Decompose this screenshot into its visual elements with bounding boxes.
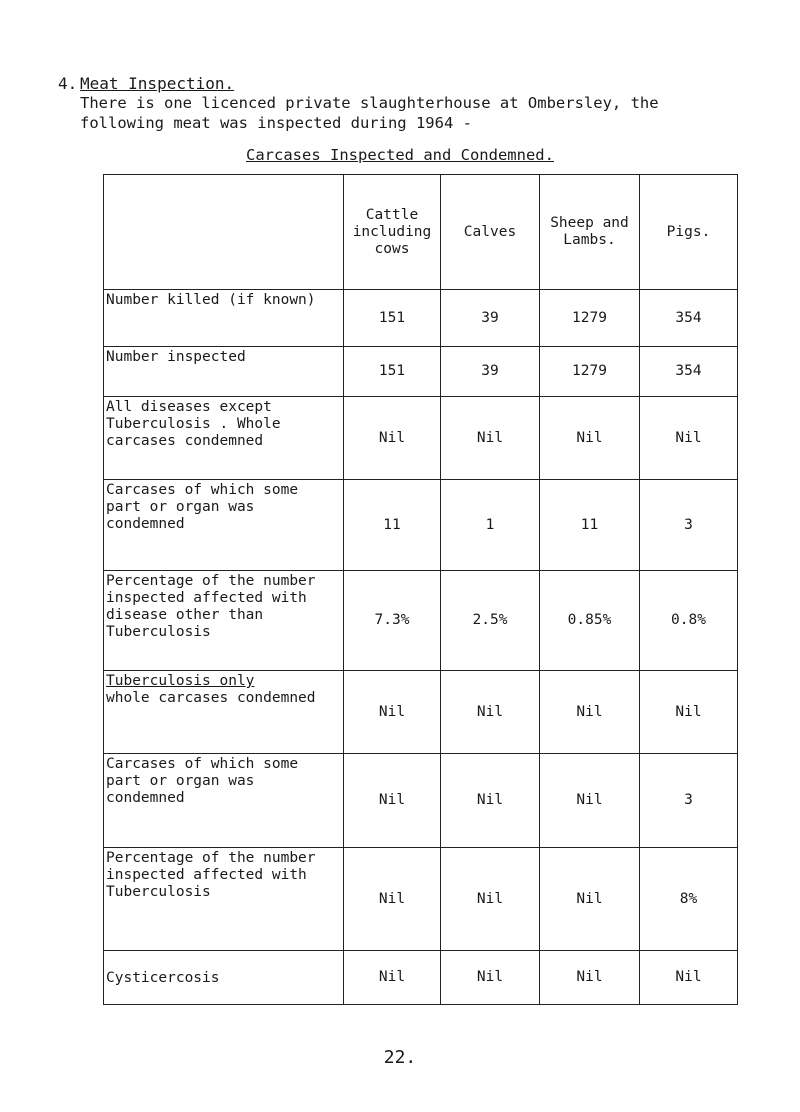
cell-sheep: Nil xyxy=(540,397,640,480)
table-title: Carcases Inspected and Condemned. xyxy=(246,146,554,164)
cell-sheep: 1279 xyxy=(540,347,640,397)
row-label: whole carcases condemned xyxy=(106,690,316,706)
table-row xyxy=(104,347,738,397)
row-label: Percentage of the number inspected affected with disease other than Tuberculosis xyxy=(104,571,344,671)
row-label: Number inspected xyxy=(104,347,344,397)
cell-calves: Nil xyxy=(441,671,540,754)
table-row xyxy=(104,754,738,848)
cell-pigs: 3 xyxy=(640,480,738,571)
table-row xyxy=(104,951,738,1005)
cell-calves: Nil xyxy=(441,397,540,480)
cell-cattle: 151 xyxy=(344,290,441,347)
table-row xyxy=(104,671,738,754)
header-sheep: Sheep and Lambs. xyxy=(540,175,640,290)
intro-paragraph: There is one licenced private slaughterhouse at Ombersley, the following meat was inspected during 1964 - xyxy=(80,94,659,132)
cell-calves: 1 xyxy=(441,480,540,571)
section-number: 4. xyxy=(58,74,78,93)
cell-cattle: Nil xyxy=(344,671,441,754)
cell-calves: 2.5% xyxy=(441,571,540,671)
cell-calves: Nil xyxy=(441,754,540,848)
table-row xyxy=(104,290,738,347)
cell-sheep: Nil xyxy=(540,671,640,754)
inspection-table xyxy=(103,174,738,1005)
header-cattle: Cattle including cows xyxy=(344,175,441,290)
row-label: Percentage of the number inspected affected with Tuberculosis xyxy=(104,848,344,951)
cell-cattle: 151 xyxy=(344,347,441,397)
cell-calves: 39 xyxy=(441,290,540,347)
section-title: Meat Inspection. xyxy=(80,74,235,93)
page-number: 22. xyxy=(383,1047,417,1068)
row-label-heading: Tuberculosis only xyxy=(106,673,255,689)
table-title-wrap xyxy=(0,146,800,164)
cell-cattle: Nil xyxy=(344,754,441,848)
cell-calves: 39 xyxy=(441,347,540,397)
cell-cattle: Nil xyxy=(344,397,441,480)
cell-sheep: Nil xyxy=(540,951,640,1005)
row-label: Carcases of which some part or organ was condemned xyxy=(104,754,344,848)
cell-sheep: Nil xyxy=(540,848,640,951)
cell-cattle: 11 xyxy=(344,480,441,571)
table-row xyxy=(104,397,738,480)
cell-sheep: 11 xyxy=(540,480,640,571)
row-label-group xyxy=(104,671,344,754)
cell-cattle: 7.3% xyxy=(344,571,441,671)
cell-sheep: Nil xyxy=(540,754,640,848)
header-calves: Calves xyxy=(441,175,540,290)
row-label: Cysticercosis xyxy=(104,951,344,1005)
cell-cattle: Nil xyxy=(344,951,441,1005)
table-row xyxy=(104,480,738,571)
cell-cattle: Nil xyxy=(344,848,441,951)
cell-pigs: 8% xyxy=(640,848,738,951)
row-label: Carcases of which some part or organ was condemned xyxy=(104,480,344,571)
cell-pigs: Nil xyxy=(640,397,738,480)
table-row xyxy=(104,848,738,951)
header-row xyxy=(104,175,738,290)
cell-pigs: 354 xyxy=(640,347,738,397)
section-heading xyxy=(58,74,234,94)
header-blank xyxy=(104,175,344,290)
cell-calves: Nil xyxy=(441,848,540,951)
cell-pigs: 354 xyxy=(640,290,738,347)
cell-calves: Nil xyxy=(441,951,540,1005)
cell-pigs: Nil xyxy=(640,671,738,754)
cell-sheep: 0.85% xyxy=(540,571,640,671)
header-pigs: Pigs. xyxy=(640,175,738,290)
table-row xyxy=(104,571,738,671)
cell-pigs: 3 xyxy=(640,754,738,848)
cell-pigs: Nil xyxy=(640,951,738,1005)
row-label: Number killed (if known) xyxy=(104,290,344,347)
cell-pigs: 0.8% xyxy=(640,571,738,671)
row-label: All diseases except Tuberculosis . Whole carcases condemned xyxy=(104,397,344,480)
cell-sheep: 1279 xyxy=(540,290,640,347)
